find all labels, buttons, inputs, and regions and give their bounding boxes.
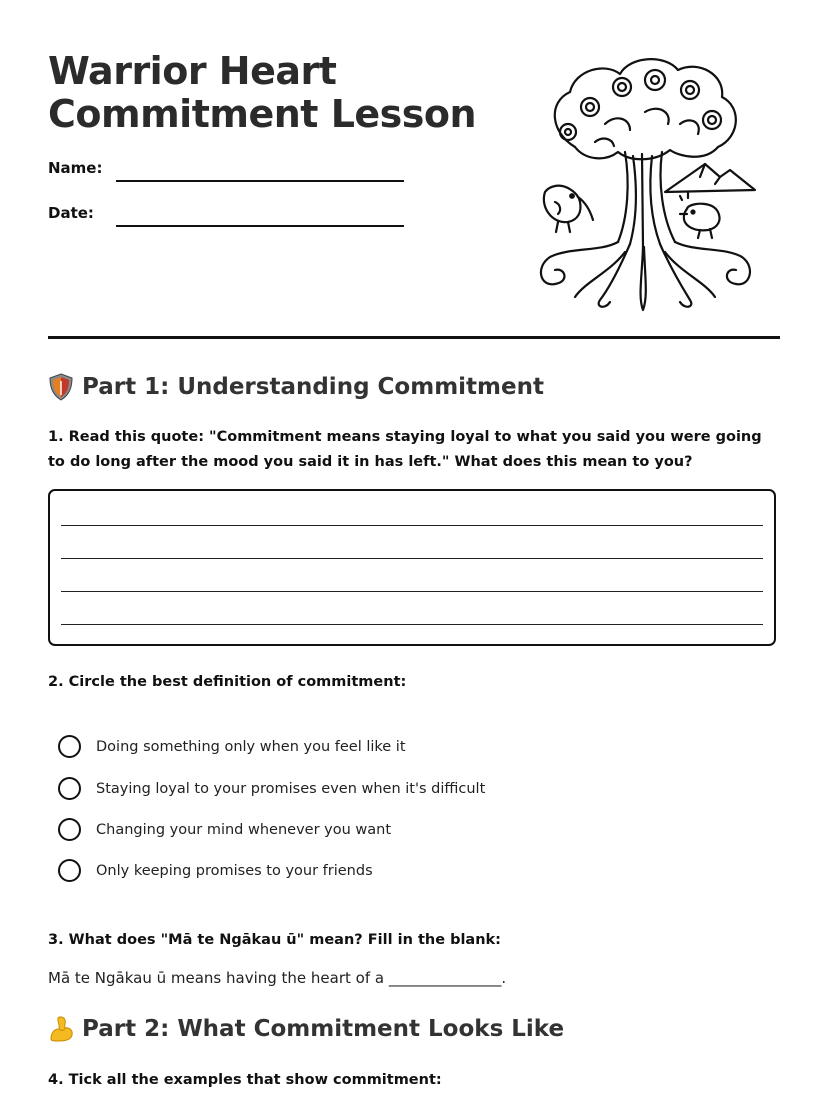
answer-line: [61, 525, 763, 526]
radio-circle[interactable]: [58, 735, 81, 758]
answer-box-q1[interactable]: [48, 489, 776, 646]
radio-circle[interactable]: [58, 859, 81, 882]
option-1[interactable]: [58, 735, 406, 758]
part1-heading: [48, 373, 544, 401]
radio-circle[interactable]: [58, 818, 81, 841]
title-line-1: Warrior Heart: [48, 49, 337, 93]
question-2: 2. Circle the best definition of commitment:: [48, 674, 407, 690]
option-3-label: Changing your mind whenever you want: [96, 821, 392, 838]
date-field[interactable]: [116, 225, 404, 227]
option-3[interactable]: [58, 818, 391, 841]
question-1: 1. Read this quote: "Commitment means staying loyal to what you said you were going to do long after the mood you said it in has left." What does this mean to you?: [48, 429, 762, 470]
answer-line: [61, 558, 763, 559]
worksheet-title: [48, 50, 488, 136]
part1-heading-text: Part 1: Understanding Commitment: [82, 374, 544, 400]
option-4-label: Only keeping promises to your friends: [96, 862, 373, 879]
option-4[interactable]: [58, 859, 373, 882]
fill-in-blank-sentence[interactable]: Mā te Ngākau ū means having the heart of a _______________.: [48, 969, 507, 987]
part2-heading-text: Part 2: What Commitment Looks Like: [82, 1016, 565, 1042]
flexed-biceps-icon: [48, 1015, 74, 1043]
name-field[interactable]: [116, 180, 404, 182]
tree-of-life-logo: [530, 52, 760, 314]
part2-heading: [48, 1015, 564, 1043]
header-divider: [48, 336, 780, 339]
date-label: Date:: [48, 204, 94, 222]
radio-circle[interactable]: [58, 777, 81, 800]
question-4: 4. Tick all the examples that show commitment:: [48, 1072, 442, 1088]
shield-icon: [48, 373, 74, 401]
answer-line: [61, 624, 763, 625]
name-label: Name:: [48, 159, 103, 177]
title-line-2: Commitment Lesson: [48, 92, 477, 136]
option-2-label: Staying loyal to your promises even when it's difficult: [96, 780, 486, 797]
answer-line: [61, 591, 763, 592]
option-2[interactable]: [58, 777, 485, 800]
option-1-label: Doing something only when you feel like it: [96, 738, 406, 755]
question-3: 3. What does "Mā te Ngākau ū" mean? Fill in the blank:: [48, 932, 501, 948]
